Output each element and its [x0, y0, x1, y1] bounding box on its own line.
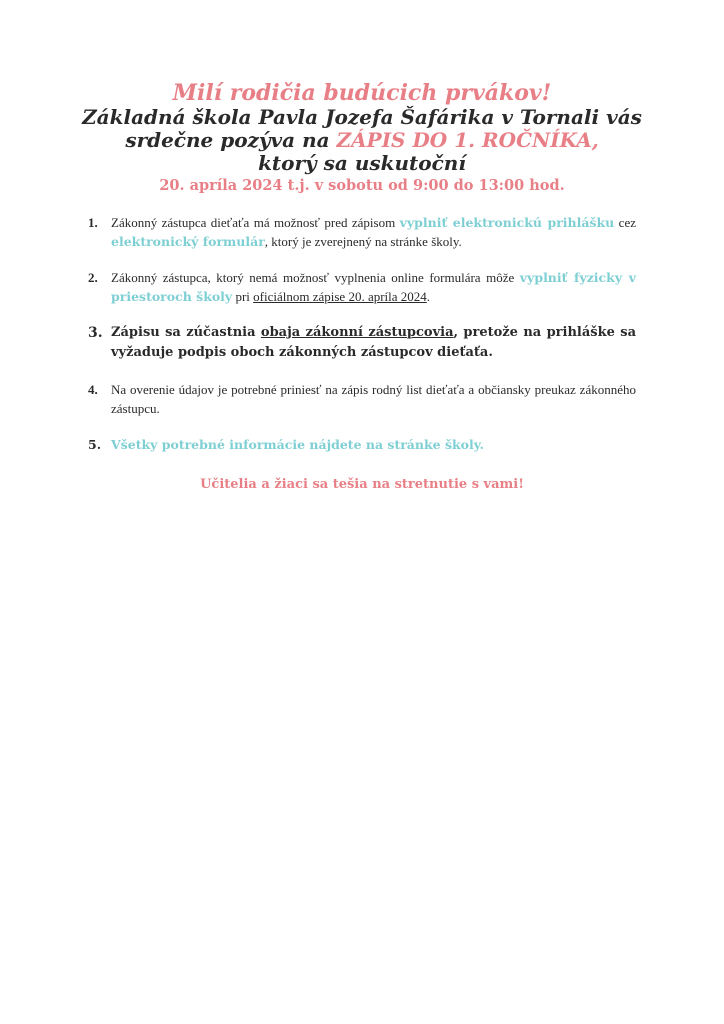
item-number: 5. — [88, 437, 102, 452]
item-number: 2. — [88, 270, 98, 285]
both-guardians-underline: obaja zákonní zástupcovia — [260, 325, 454, 340]
invitation-header — [0, 80, 724, 197]
list-item — [88, 268, 636, 306]
fill-in-person-highlight: vyplniť fyzicky v priestoroch školy — [111, 270, 636, 304]
invite-line — [0, 129, 724, 152]
official-enrollment-underline: oficiálnom zápise 20. apríla 2024 — [253, 289, 427, 304]
item-text-part: . — [426, 289, 431, 304]
item-number: 4. — [88, 382, 98, 397]
enrollment-highlight: ZÁPIS DO 1. ROČNÍKA, — [336, 128, 599, 152]
takes-place-line: ktorý sa uskutoční — [258, 151, 466, 175]
event-date: 20. apríla 2024 t.j. v sobotu od 9:00 do 13:00 hod. — [159, 177, 565, 194]
list-item — [88, 323, 636, 363]
list-item — [88, 213, 636, 251]
item-number: 3. — [88, 325, 103, 341]
item-text — [111, 268, 636, 306]
electronic-application-link[interactable]: vyplniť elektronickú prihlášku — [399, 215, 615, 230]
electronic-form-link[interactable]: elektronický formulár — [111, 234, 265, 249]
school-name-line: Základná škola Pavla Jozefa Šafárika v Tornali vás — [82, 105, 642, 129]
item-text-part: Zákonný zástupca, ktorý nemá možnosť vyplnenia online formulára môže — [111, 270, 520, 285]
item-text-part: cez — [614, 215, 636, 230]
invite-text: srdečne pozýva na — [125, 128, 337, 152]
item-text-part: , ktorý je zverejnený na stránke školy. — [264, 234, 462, 249]
closing-message: Učitelia a žiaci sa tešia na stretnutie s vami! — [200, 477, 524, 492]
item-text — [111, 213, 636, 251]
list-item — [88, 380, 636, 418]
info-list — [88, 213, 636, 454]
item-text-part: pri — [232, 289, 254, 304]
item-text: Na overenie údajov je potrebné priniesť na zápis rodný list dieťaťa a občiansky preukaz zákonného zástupcu. — [111, 382, 636, 416]
item-text-part: Zákonný zástupca dieťaťa má možnosť pred zápisom — [111, 215, 400, 230]
item-number: 1. — [88, 215, 98, 230]
greeting-title: Milí rodičia budúcich prvákov! — [172, 80, 552, 106]
item-text-part: Zápisu sa zúčastnia — [111, 325, 261, 340]
item-text — [111, 323, 636, 363]
list-item — [88, 435, 636, 454]
item-text-part: , pretože na prihláške sa vyžaduje podpis oboch zákonných zástupcov dieťaťa. — [111, 325, 636, 360]
school-website-info[interactable]: Všetky potrebné informácie nájdete na stránke školy. — [111, 437, 484, 452]
